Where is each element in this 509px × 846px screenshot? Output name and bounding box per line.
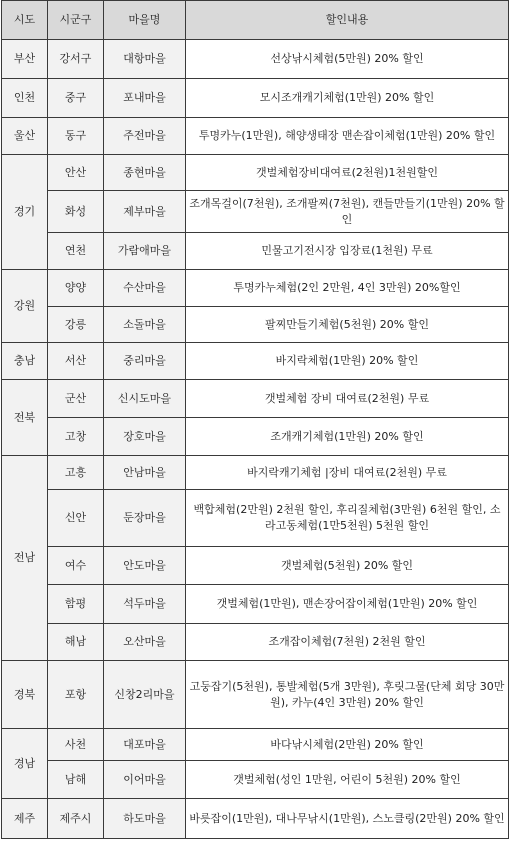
cell-village: 신시도마을 (104, 380, 186, 418)
table-row (2, 343, 509, 380)
cell-desc: 민물고기전시장 입장료(1천원) 무료 (186, 233, 509, 270)
table-row (2, 155, 509, 191)
cell-gun: 양양 (48, 270, 104, 307)
cell-gun: 함평 (48, 585, 104, 624)
cell-gun: 서산 (48, 343, 104, 380)
table-row (2, 624, 509, 661)
cell-gun: 여수 (48, 547, 104, 585)
table-row (2, 191, 509, 233)
cell-village: 종현마을 (104, 155, 186, 191)
cell-gun: 해남 (48, 624, 104, 661)
cell-desc: 갯벌체험(1만원), 맨손장어잡이체험(1만원) 20% 할인 (186, 585, 509, 624)
cell-desc: 고둥잡기(5천원), 통발체험(5개 3만원), 후릿그물(단체 회당 30만원), 카누(4인 3만원) 20% 할인 (186, 661, 509, 729)
table-row (2, 380, 509, 418)
cell-desc: 선상낚시체험(5만원) 20% 할인 (186, 40, 509, 79)
table-row (2, 40, 509, 79)
cell-sido: 제주 (2, 799, 48, 839)
cell-desc: 바다낚시체험(2만원) 20% 할인 (186, 729, 509, 761)
cell-village: 석두마을 (104, 585, 186, 624)
cell-village: 대포마을 (104, 729, 186, 761)
cell-gun: 신안 (48, 490, 104, 547)
cell-desc: 바지락체험(1만원) 20% 할인 (186, 343, 509, 380)
table-row (2, 761, 509, 799)
cell-gun: 군산 (48, 380, 104, 418)
cell-gun: 포항 (48, 661, 104, 729)
cell-desc: 갯벌체험 장비 대여료(2천원) 무료 (186, 380, 509, 418)
table-row (2, 585, 509, 624)
cell-village: 제부마을 (104, 191, 186, 233)
cell-gun: 제주시 (48, 799, 104, 839)
header-desc: 할인내용 (186, 1, 509, 40)
cell-village: 포내마을 (104, 79, 186, 118)
cell-village: 대항마을 (104, 40, 186, 79)
cell-sido: 강원 (2, 270, 48, 343)
header-gun: 시군구 (48, 1, 104, 40)
cell-village: 주전마을 (104, 118, 186, 155)
table-row (2, 233, 509, 270)
cell-gun: 안산 (48, 155, 104, 191)
cell-village: 오산마을 (104, 624, 186, 661)
cell-sido: 경북 (2, 661, 48, 729)
table-row (2, 490, 509, 547)
cell-sido: 부산 (2, 40, 48, 79)
cell-desc: 바지락캐기체험 |장비 대여료(2천원) 무료 (186, 456, 509, 490)
cell-village: 둔장마을 (104, 490, 186, 547)
cell-village: 안도마을 (104, 547, 186, 585)
cell-village: 가람애마을 (104, 233, 186, 270)
cell-desc: 조개잡이체험(7천원) 2천원 할인 (186, 624, 509, 661)
cell-sido: 전북 (2, 380, 48, 456)
cell-gun: 강서구 (48, 40, 104, 79)
discount-table (1, 0, 509, 839)
cell-sido: 충남 (2, 343, 48, 380)
header-sido: 시도 (2, 1, 48, 40)
cell-gun: 동구 (48, 118, 104, 155)
cell-desc: 갯벌체험(5천원) 20% 할인 (186, 547, 509, 585)
cell-village: 이어마을 (104, 761, 186, 799)
table-row (2, 270, 509, 307)
cell-desc: 조개캐기체험(1만원) 20% 할인 (186, 418, 509, 456)
cell-sido: 인천 (2, 79, 48, 118)
cell-gun: 강릉 (48, 307, 104, 343)
cell-village: 하도마을 (104, 799, 186, 839)
cell-desc: 투명카누(1만원), 해양생태장 맨손잡이체험(1만원) 20% 할인 (186, 118, 509, 155)
cell-desc: 바릇잡이(1만원), 대나무낚시(1만원), 스노클링(2만원) 20% 할인 (186, 799, 509, 839)
header-row (2, 1, 509, 40)
table-row (2, 661, 509, 729)
table-row (2, 729, 509, 761)
header-village: 마을명 (104, 1, 186, 40)
cell-desc: 팔찌만들기체험(5천원) 20% 할인 (186, 307, 509, 343)
cell-desc: 모시조개캐기체험(1만원) 20% 할인 (186, 79, 509, 118)
cell-village: 신창2리마을 (104, 661, 186, 729)
table-row (2, 79, 509, 118)
cell-sido: 전남 (2, 456, 48, 661)
table-row (2, 799, 509, 839)
cell-desc: 갯벌체험장비대여료(2천원)1천원할인 (186, 155, 509, 191)
cell-gun: 고창 (48, 418, 104, 456)
cell-village: 소돌마을 (104, 307, 186, 343)
cell-gun: 화성 (48, 191, 104, 233)
cell-gun: 연천 (48, 233, 104, 270)
cell-gun: 고흥 (48, 456, 104, 490)
cell-desc: 투명카누체험(2인 2만원, 4인 3만원) 20%할인 (186, 270, 509, 307)
cell-village: 장호마을 (104, 418, 186, 456)
cell-desc: 갯벌체험(성인 1만원, 어린이 5천원) 20% 할인 (186, 761, 509, 799)
cell-sido: 울산 (2, 118, 48, 155)
table-row (2, 118, 509, 155)
cell-sido: 경남 (2, 729, 48, 799)
table-row (2, 418, 509, 456)
table-row (2, 456, 509, 490)
cell-village: 중리마을 (104, 343, 186, 380)
table-row (2, 547, 509, 585)
cell-village: 수산마을 (104, 270, 186, 307)
cell-sido: 경기 (2, 155, 48, 270)
cell-gun: 남해 (48, 761, 104, 799)
cell-village: 안남마을 (104, 456, 186, 490)
cell-gun: 사천 (48, 729, 104, 761)
cell-desc: 백합체험(2만원) 2천원 할인, 후리질체험(3만원) 6천원 할인, 소라고동체험(1만5천원) 5천원 할인 (186, 490, 509, 547)
cell-desc: 조개목걸이(7천원), 조개팔찌(7천원), 캔들만들기(1만원) 20% 할인 (186, 191, 509, 233)
cell-gun: 중구 (48, 79, 104, 118)
table-row (2, 307, 509, 343)
